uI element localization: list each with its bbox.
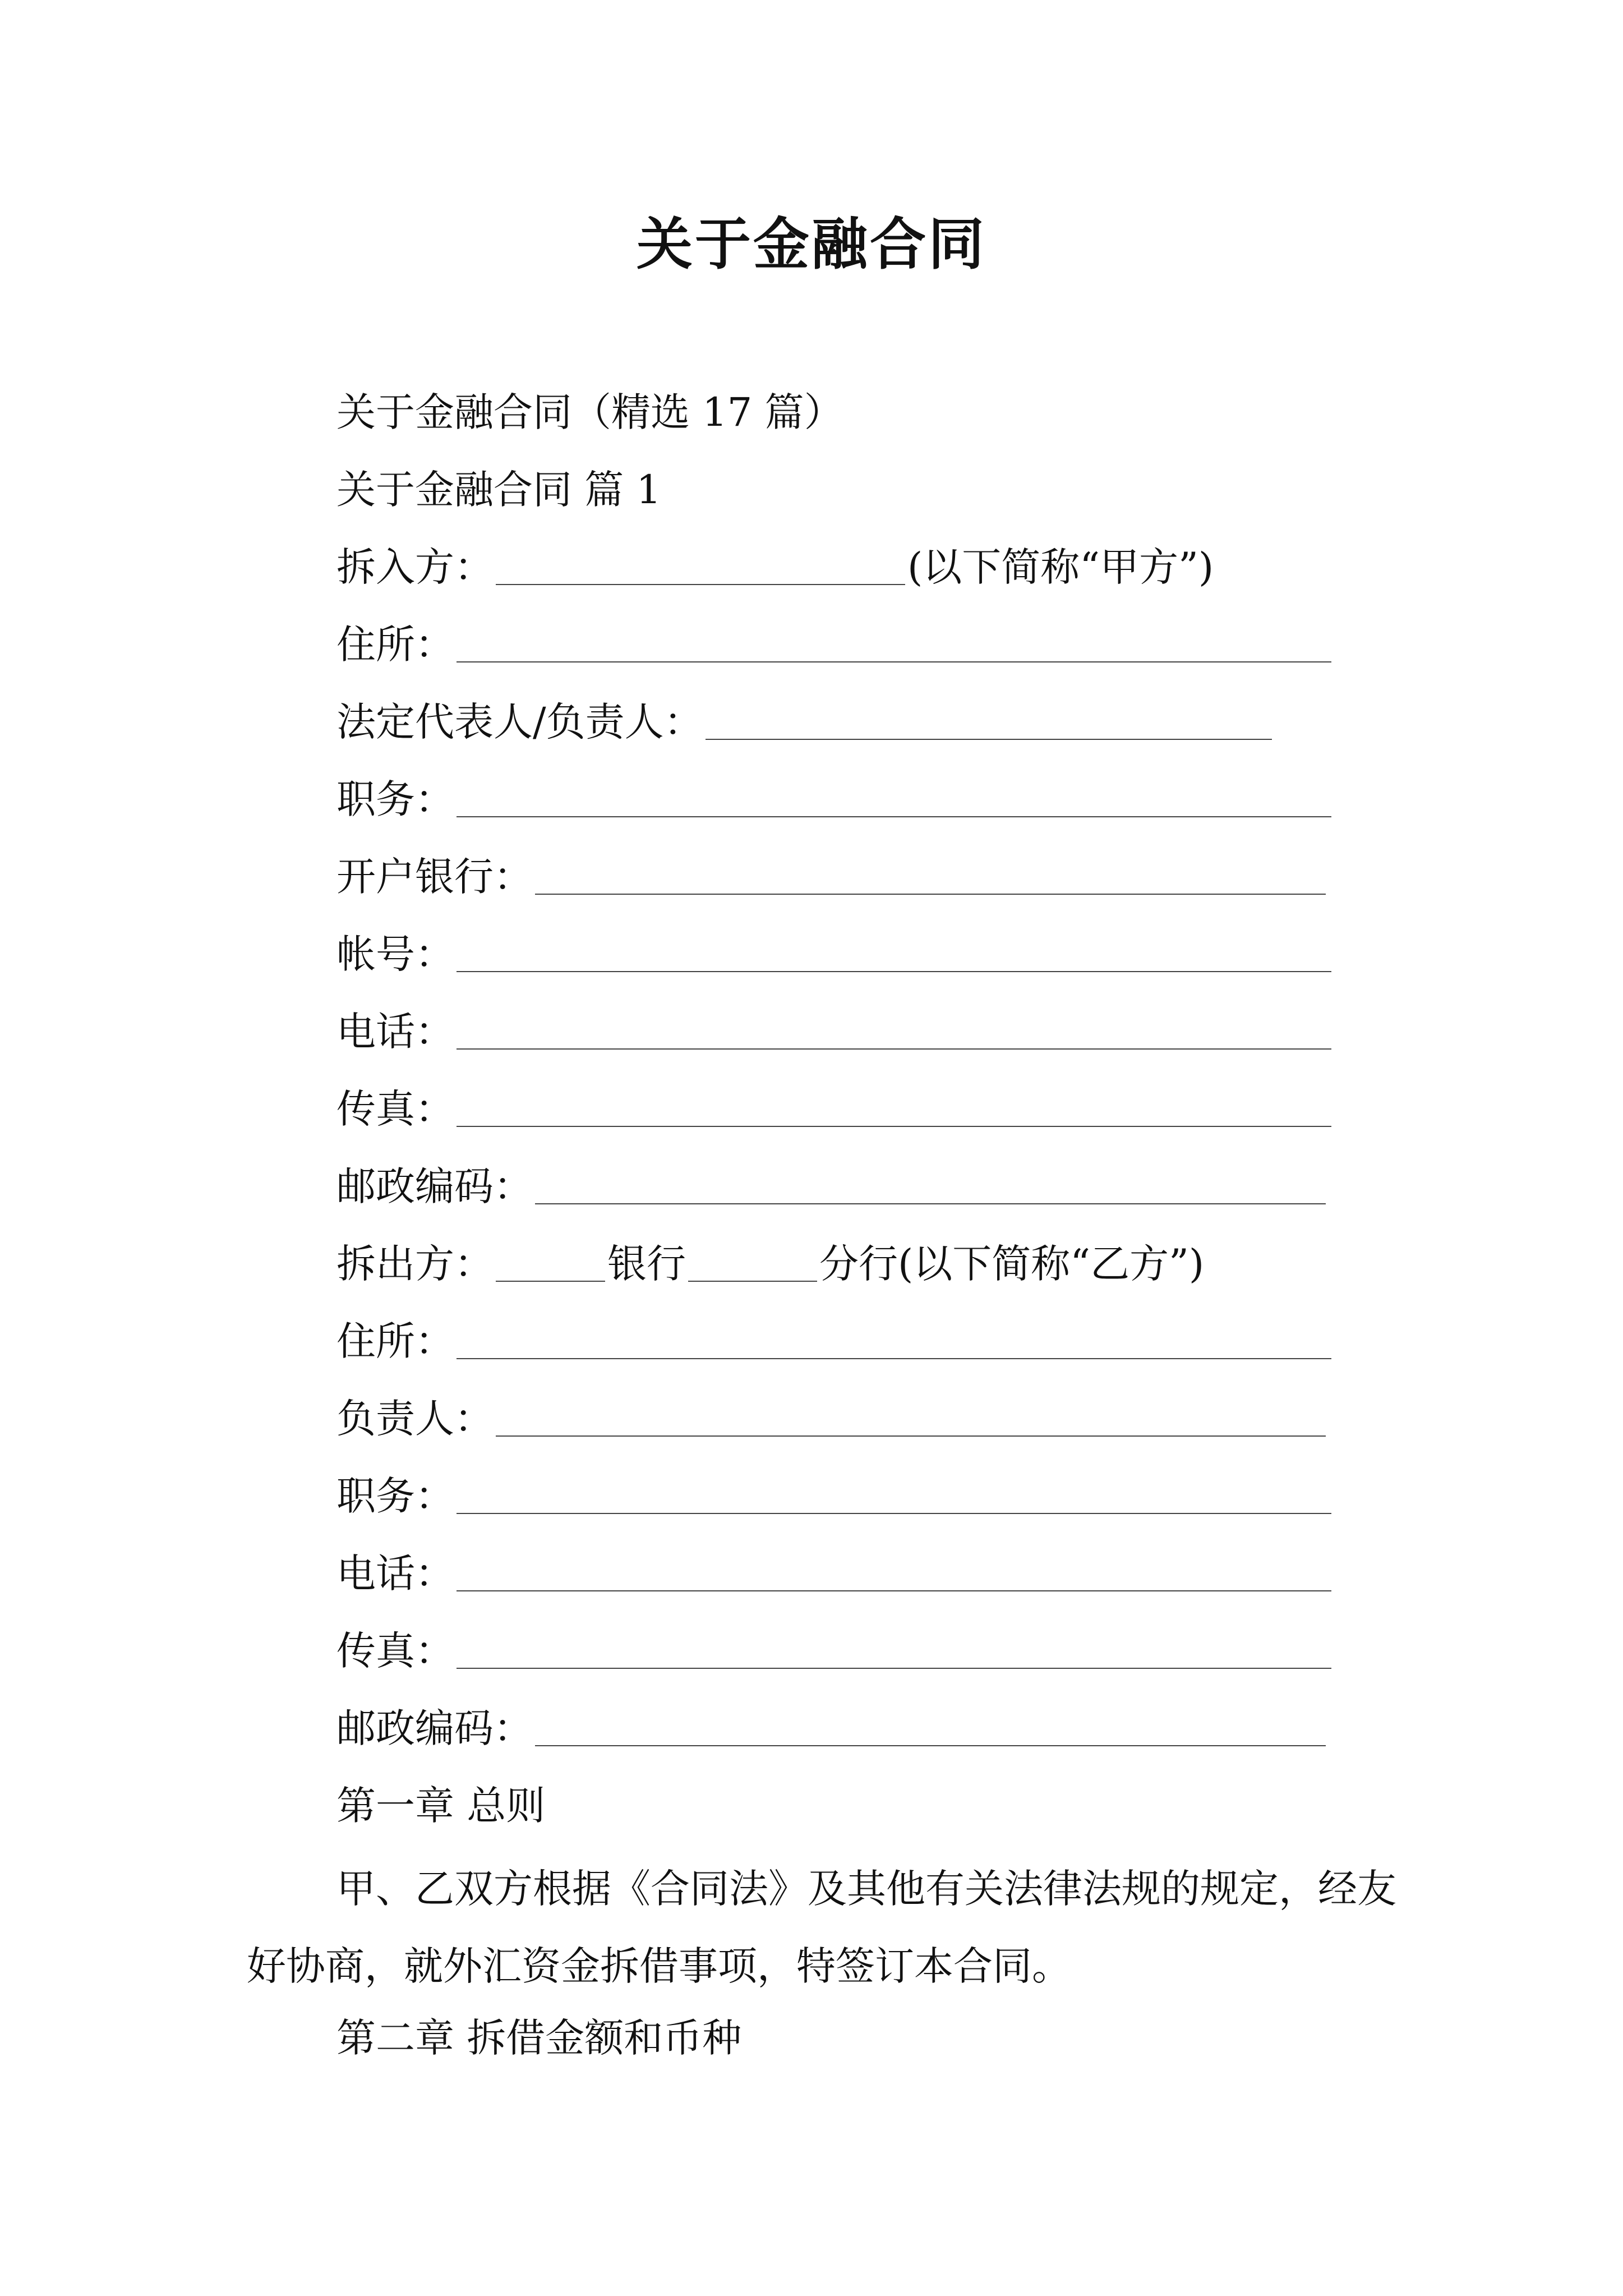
postcode-label: 邮政编码： bbox=[336, 1163, 533, 1209]
fax-label: 传真： bbox=[336, 1086, 454, 1132]
borrower-label: 拆入方： bbox=[336, 544, 494, 590]
phone-label: 电话： bbox=[336, 1009, 454, 1055]
chapter-1-heading: 第一章 总则 bbox=[336, 1783, 546, 1829]
lender-branch-field[interactable] bbox=[688, 1246, 817, 1282]
party-a-fax-row bbox=[336, 1084, 1334, 1134]
position-label: 职务： bbox=[336, 1473, 454, 1519]
lender-row bbox=[336, 1239, 1204, 1289]
bank-label: 开户银行： bbox=[336, 854, 533, 900]
chapter-1-paragraph: 甲、乙双方根据《合同法》及其他有关法律法规的规定，经友好协商，就外汇资金拆借事项，特签订本合同。 bbox=[247, 1866, 1396, 1989]
account-row bbox=[336, 929, 1334, 979]
bank-field[interactable] bbox=[535, 859, 1326, 895]
party-b-fax-field[interactable] bbox=[457, 1633, 1331, 1669]
branch-word: 分行(以下简称“乙方”) bbox=[819, 1241, 1205, 1287]
lender-bank-field[interactable] bbox=[496, 1246, 605, 1282]
bank-word: 银行 bbox=[607, 1241, 686, 1287]
head-field[interactable] bbox=[496, 1401, 1326, 1437]
party-b-fax-row bbox=[336, 1626, 1334, 1676]
fax-label: 传真： bbox=[336, 1628, 454, 1674]
bank-row bbox=[336, 852, 1328, 902]
position-label: 职务： bbox=[336, 776, 454, 822]
party-b-phone-row bbox=[336, 1548, 1334, 1599]
party-a-fax-field[interactable] bbox=[457, 1091, 1331, 1127]
party-b-position-row bbox=[336, 1471, 1334, 1521]
party-a-position-field[interactable] bbox=[457, 781, 1331, 817]
party-b-postcode-field[interactable] bbox=[535, 1710, 1326, 1746]
party-a-phone-field[interactable] bbox=[457, 1014, 1331, 1050]
party-b-address-row bbox=[336, 1316, 1334, 1366]
legal-rep-field[interactable] bbox=[706, 704, 1272, 740]
account-field[interactable] bbox=[457, 936, 1331, 972]
party-b-phone-field[interactable] bbox=[457, 1556, 1331, 1591]
postcode-label: 邮政编码： bbox=[336, 1705, 533, 1751]
subtitle: 关于金融合同（精选 17 篇） bbox=[336, 389, 843, 435]
phone-label: 电话： bbox=[336, 1550, 454, 1596]
section-heading: 关于金融合同 篇 1 bbox=[336, 467, 662, 513]
address-label: 住所： bbox=[336, 622, 454, 668]
chapter-2-heading: 第二章 拆借金额和币种 bbox=[336, 2015, 742, 2061]
head-row bbox=[336, 1393, 1328, 1444]
party-a-postcode-field[interactable] bbox=[535, 1168, 1326, 1204]
legal-rep-label: 法定代表人/负责人： bbox=[336, 699, 703, 745]
party-b-postcode-row bbox=[336, 1703, 1328, 1754]
account-label: 帐号： bbox=[336, 931, 454, 977]
party-b-position-field[interactable] bbox=[457, 1478, 1331, 1514]
address-label: 住所： bbox=[336, 1318, 454, 1364]
borrower-field[interactable] bbox=[496, 549, 905, 585]
legal-rep-row bbox=[336, 697, 1274, 747]
lender-label: 拆出方： bbox=[336, 1241, 494, 1287]
head-label: 负责人： bbox=[336, 1396, 494, 1442]
party-b-address-field[interactable] bbox=[457, 1323, 1331, 1359]
borrower-row bbox=[336, 542, 1214, 592]
borrower-suffix: (以下简称“甲方”) bbox=[907, 544, 1214, 590]
party-a-postcode-row bbox=[336, 1161, 1328, 1212]
document-title: 关于金融合同 bbox=[637, 211, 986, 277]
party-a-address-field[interactable] bbox=[457, 627, 1331, 662]
party-a-phone-row bbox=[336, 1006, 1334, 1057]
party-a-address-row bbox=[336, 619, 1334, 670]
party-a-position-row bbox=[336, 774, 1334, 825]
